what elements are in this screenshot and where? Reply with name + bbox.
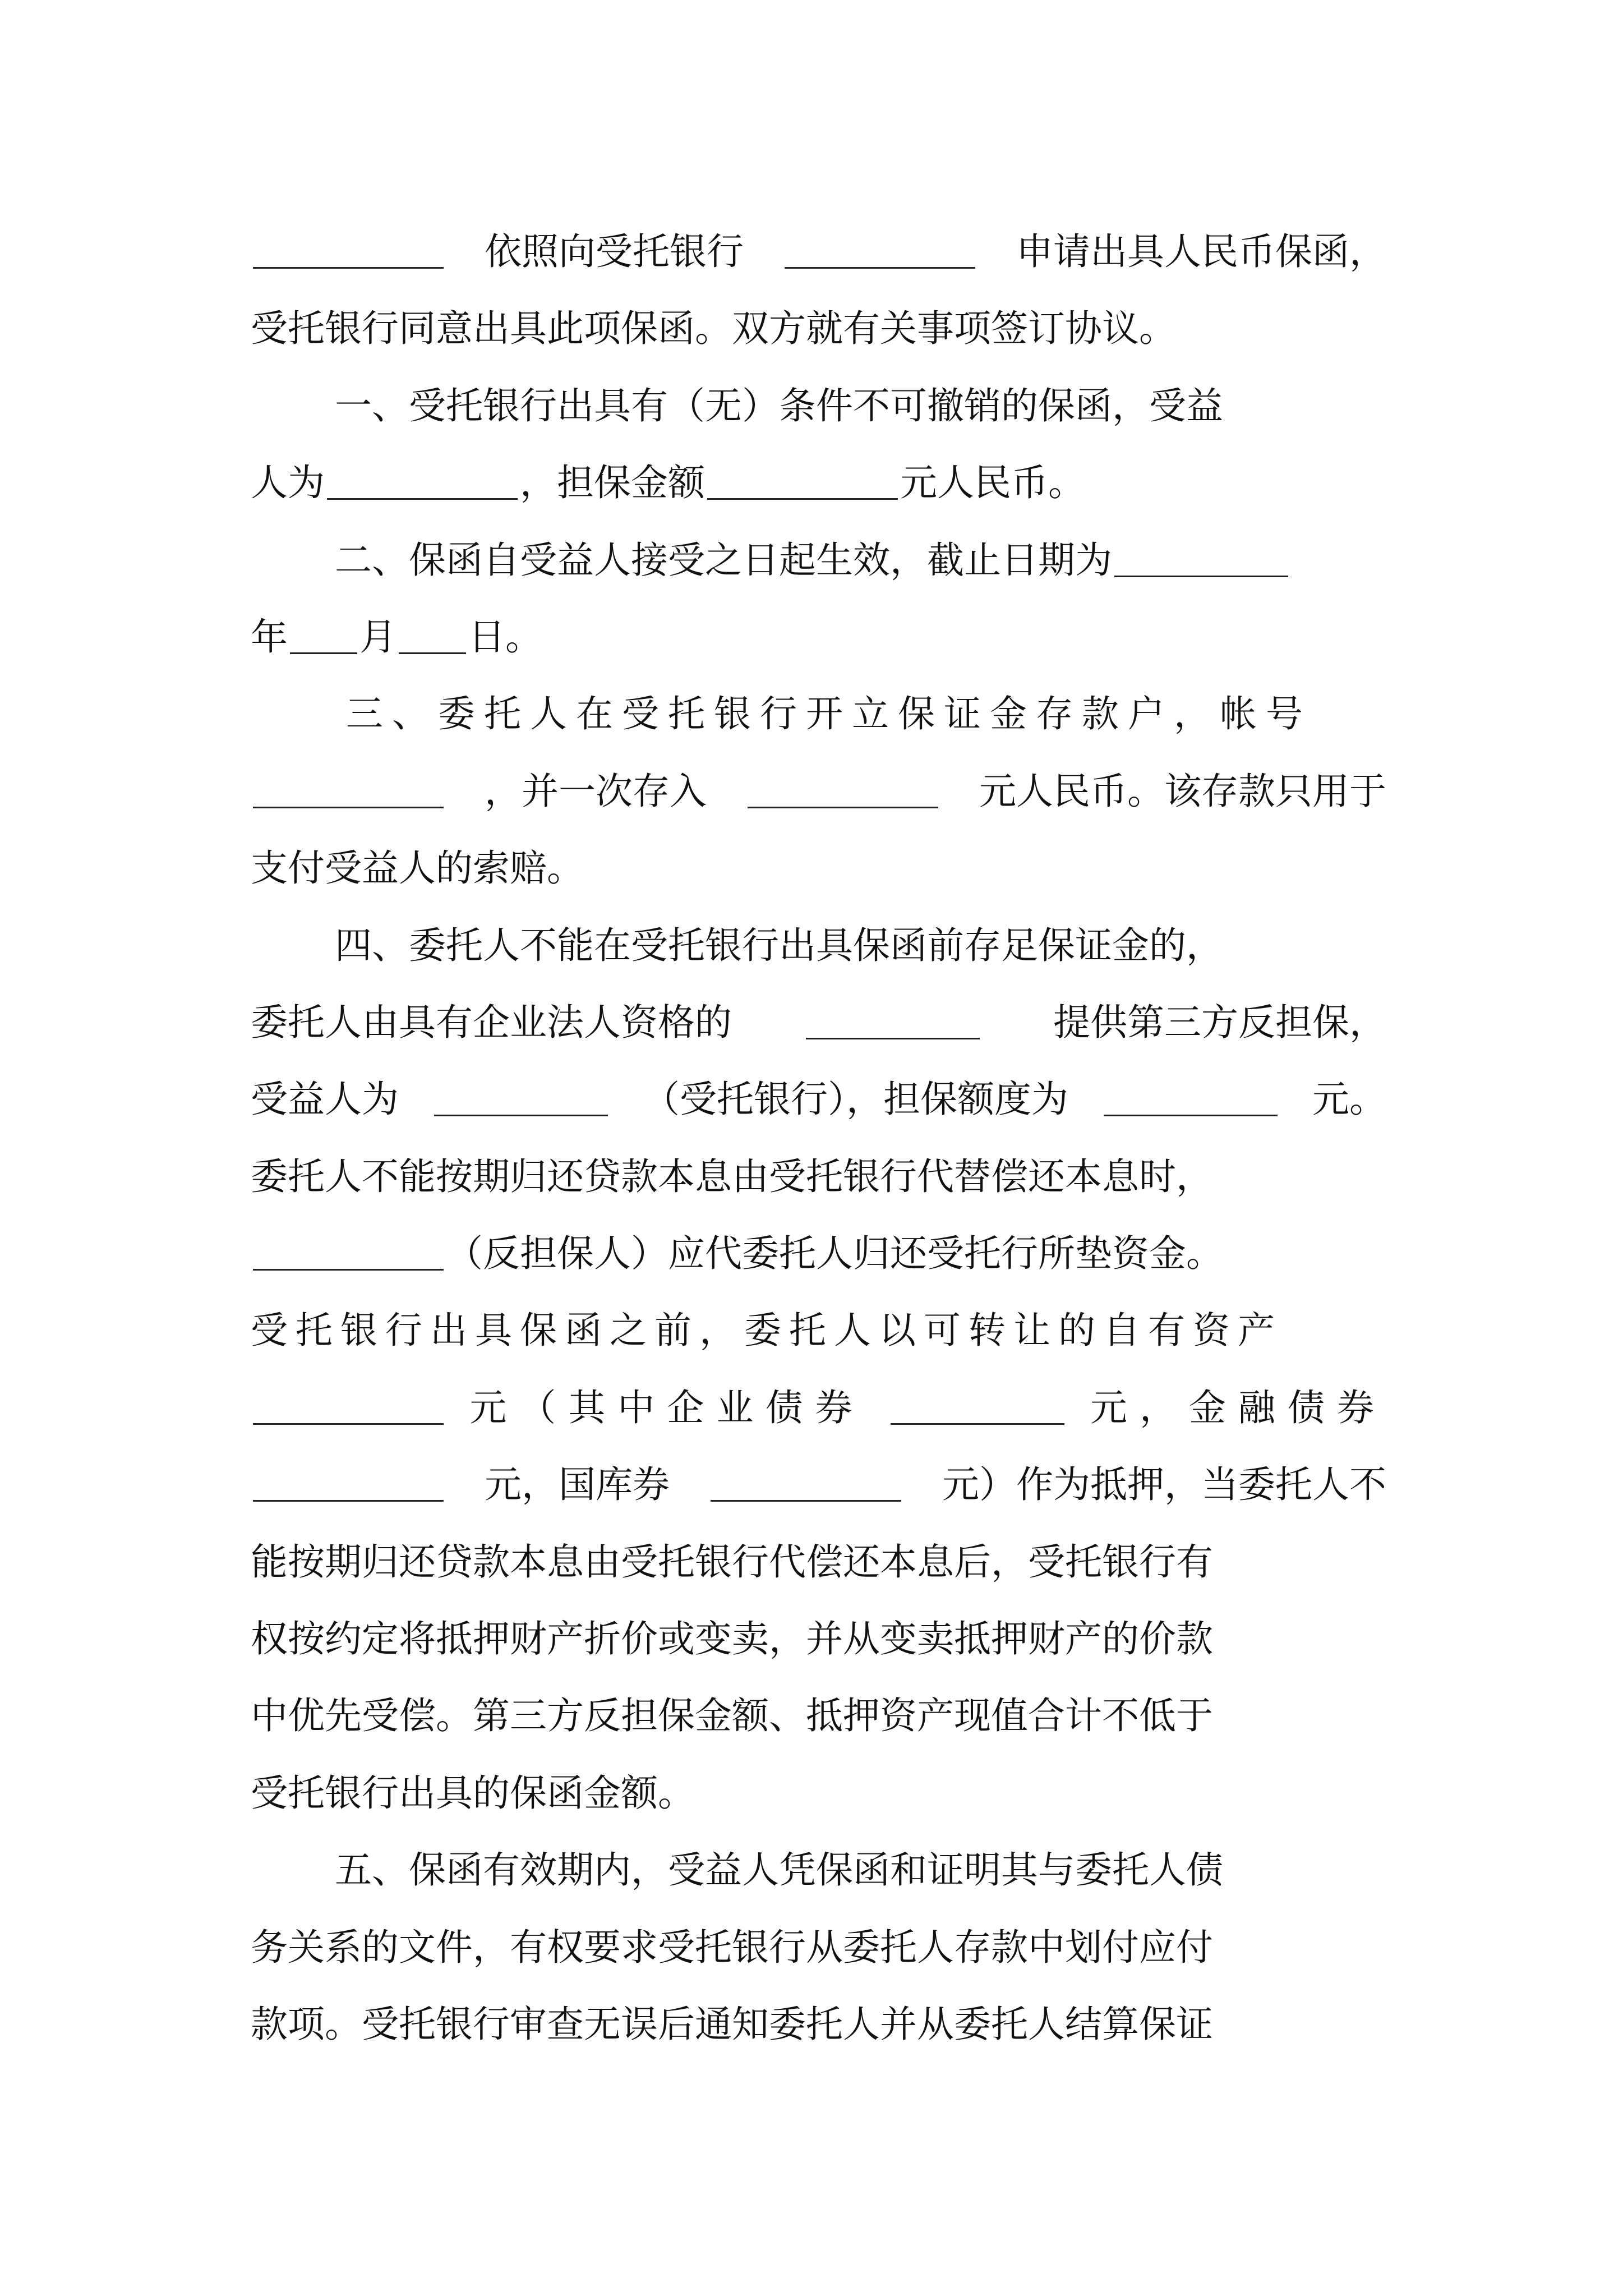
blank-corporate-bonds <box>891 1391 1064 1425</box>
line-14 <box>251 1215 1386 1292</box>
line-13 <box>251 1138 1386 1215</box>
text: 三、委托人在受托银行开立保证金存款户，帐号 <box>346 692 1312 736</box>
line-4 <box>251 444 1386 521</box>
text: 受益人为 <box>251 1078 399 1121</box>
line-20 <box>251 1677 1386 1754</box>
text: 务关系的文件，有权要求受托银行从委托人存款中划付应付 <box>251 1925 1213 1969</box>
text: 受托银行出具保函之前，委托人以可转让的自有资产 <box>251 1309 1283 1352</box>
line-11 <box>251 984 1386 1061</box>
blank-expiry-year <box>1114 543 1288 577</box>
blank-account-no <box>253 774 444 808</box>
line-6 <box>251 599 1386 675</box>
text: 受托银行出具的保函金额。 <box>251 1771 695 1815</box>
blank-financial-bonds <box>253 1467 444 1502</box>
line-12 <box>251 1061 1386 1138</box>
blank-applicant <box>253 234 444 269</box>
blank-deposit <box>748 774 938 808</box>
blank-counter-guarantor <box>253 1236 444 1271</box>
text: 元）作为抵押，当委托人不 <box>942 1463 1386 1507</box>
text: 月 <box>359 615 396 659</box>
text: ，担保金额 <box>520 461 705 505</box>
blank-counter-beneficiary <box>434 1082 608 1116</box>
line-21 <box>251 1755 1386 1832</box>
line-16 <box>251 1369 1386 1446</box>
text: （反担保人）应代委托人归还受托行所垫资金。 <box>446 1232 1223 1276</box>
text: 能按期归还贷款本息由受托银行代偿还本息后，受托银行有 <box>251 1540 1213 1584</box>
clause-4-heading <box>251 907 1386 984</box>
agreement-body <box>251 213 1386 2063</box>
text: 申请出具人民币保函， <box>1016 230 1386 273</box>
line-8 <box>251 753 1386 830</box>
text: 元人民币。 <box>900 461 1085 505</box>
blank-assets <box>253 1391 444 1425</box>
text: 四、委托人不能在受托银行出具保函前存足保证金的， <box>335 923 1223 967</box>
line-17 <box>251 1446 1386 1523</box>
line-19 <box>251 1600 1386 1677</box>
line-2 <box>251 290 1386 367</box>
text: 受托银行同意出具此项保函。双方就有关事项签订协议。 <box>251 307 1176 351</box>
line-18 <box>251 1524 1386 1600</box>
line-23 <box>251 1909 1386 1986</box>
text: 款项。受托银行审查无误后通知委托人并从委托人结算保证 <box>251 2002 1213 2046</box>
text: ，并一次存入 <box>485 769 707 813</box>
text: 一、受托银行出具有（无）条件不可撤销的保函，受益 <box>335 384 1223 427</box>
line-15 <box>251 1292 1386 1369</box>
blank-month <box>290 620 357 654</box>
blank-bank <box>785 234 975 269</box>
blank-amount <box>707 466 898 500</box>
text: 元，国库券 <box>485 1463 670 1507</box>
text: 委托人不能按期归还贷款本息由受托银行代替偿还本息时， <box>251 1154 1213 1198</box>
line-1 <box>251 213 1386 290</box>
text: 人为 <box>251 461 325 505</box>
text: 日。 <box>468 615 542 659</box>
blank-guarantee-limit <box>1104 1082 1278 1116</box>
blank-treasury-bonds <box>711 1467 901 1502</box>
blank-day <box>399 620 466 654</box>
text: 支付受益人的索赔。 <box>251 846 584 890</box>
text: 元人民币。该存款只用于 <box>979 769 1386 813</box>
text: 权按约定将抵押财产折价或变卖，并从变卖抵押财产的价款 <box>251 1617 1213 1661</box>
line-24 <box>251 1986 1386 2063</box>
clause-3-heading <box>251 675 1386 752</box>
blank-beneficiary <box>327 466 518 500</box>
text: 二、保函自受益人接受之日起生效，截止日期为 <box>335 538 1112 582</box>
text: 依照向受托银行 <box>485 230 744 273</box>
text: 中优先受偿。第三方反担保金额、抵押资产现值合计不低于 <box>251 1694 1213 1738</box>
blank-guarantor <box>806 1005 980 1039</box>
text: 提供第三方反担保， <box>1053 1000 1386 1044</box>
text: 年 <box>251 615 288 659</box>
text: 委托人由具有企业法人资格的 <box>251 1000 732 1044</box>
clause-1-heading <box>251 367 1386 444</box>
text: （受托银行），担保额度为 <box>643 1078 1068 1121</box>
clause-2-heading <box>251 522 1386 599</box>
text: 元。 <box>1312 1078 1386 1121</box>
line-9 <box>251 830 1386 907</box>
text: 元，金融债券 <box>1090 1386 1386 1429</box>
text: 元（其中企业债券 <box>469 1386 865 1429</box>
clause-5-heading <box>251 1832 1386 1908</box>
text: 五、保函有效期内，受益人凭保函和证明其与委托人债 <box>335 1848 1223 1892</box>
